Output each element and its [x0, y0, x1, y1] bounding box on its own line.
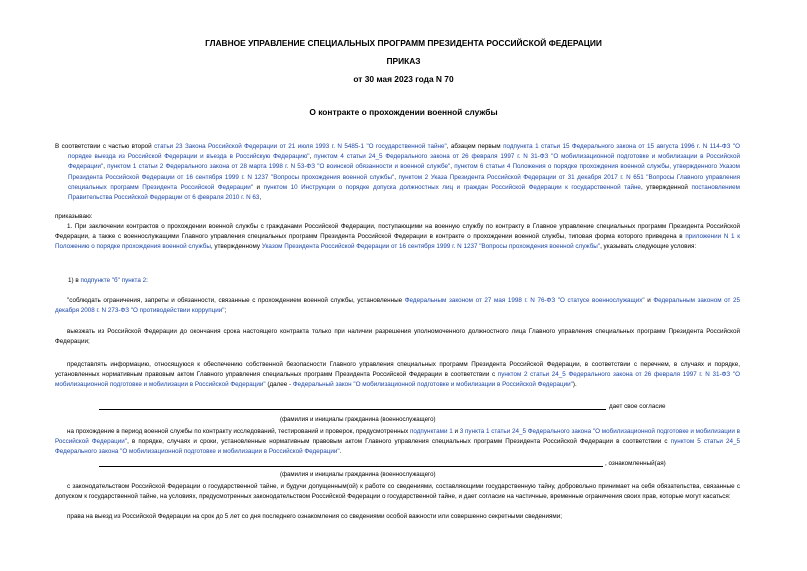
- paragraph-text: ,: [103, 163, 108, 171]
- order-verb: приказываю:: [55, 213, 93, 220]
- travel-restriction-paragraph: [55, 512, 740, 522]
- paragraph-text: на прохождение в период военной службы по контракту исследований, тестирований и проверок, предусмотренных: [67, 428, 410, 435]
- paragraph-text: , утвержденной: [640, 183, 692, 191]
- legal-reference-link[interactable]: подпунктами 1: [409, 428, 453, 435]
- legal-reference-link[interactable]: пунктом 5 статьи 24_5 Федерального закона "О мобилизационной подготовке и мобилизации в Российской Федерации": [55, 438, 740, 456]
- legal-reference-link[interactable]: пунктом 2 статьи 24_5 Федерального закона от 26 февраля 1997 г. N 31-ФЗ "О мобилизационной подготовке и мобилизации в Российской Федерации": [55, 371, 740, 389]
- paragraph-text: ,: [394, 173, 399, 181]
- legal-reference-link[interactable]: приложении N 1 к Положению о порядке прохождения военной службы: [55, 233, 741, 251]
- paragraph-text: (далее -: [265, 381, 293, 389]
- legal-reference-link[interactable]: пунктом 10 Инструкции о порядке допуска должностных лиц и граждан Российской Федерации к государственной тайне: [263, 183, 641, 191]
- paragraph-text: и: [252, 183, 264, 191]
- paragraph-text: ).: [572, 381, 577, 389]
- paragraph-text: , в порядке, случаях и сроки, установленные нормативным правовым актом Главного управления специальных программ Президента Российской Федерации в соответствии с: [127, 438, 671, 446]
- subitem-1: [68, 276, 740, 286]
- organization-name: ГЛАВНОЕ УПРАВЛЕНИЕ СПЕЦИАЛЬНЫХ ПРОГРАММ ПРЕЗИДЕНТА РОССИЙСКОЙ ФЕДЕРАЦИИ: [205, 38, 602, 48]
- paragraph-text: представлять информацию, относящуюся к обеспечению собственной безопасности Главного управления специальных программ Президента Российской Федерации, в соответствии с перечнем, в случаях и порядке, установленных нормативным правовым актом Главного управления специальных программ Президента Российской Федерации в соответствии с: [55, 361, 740, 379]
- acquainted-text-2: , ознакомленный(ая): [605, 460, 666, 467]
- legal-reference-link[interactable]: пунктом 1 статьи 2 Федерального закона от 28 марта 1998 г. N 53-ФЗ "О воинской обязанности и военной службе": [107, 163, 451, 171]
- legal-reference-link[interactable]: подпункта 1 статьи 15 Федерального закона от 15 августа 1996 г. N 114-ФЗ "О порядке выезда из Российской Федерации и въезда в Российскую Федерацию": [68, 143, 740, 161]
- legal-reference-link[interactable]: постановлением Правительства Российской Федерации от 6 февраля 2010 г. N 63: [68, 183, 740, 202]
- quote-obligations-paragraph: [55, 296, 740, 316]
- document-date-number: от 30 мая 2023 года N 70: [353, 74, 454, 84]
- item-1-paragraph: [55, 222, 740, 253]
- paragraph-text: ,: [259, 194, 262, 202]
- signature-caption-1: (фамилия и инициалы гражданина (военнослужащего): [280, 416, 436, 423]
- paragraph-text: 1. При заключении контрактов о прохождении военной службы с гражданами Российской Федерации, поступающими на военную службу по контракту в Главное управление специальных программ Президента Российской Федерации, а также с военнослужащими Главного управления специальных программ Президента Российской Федерации в контракте о прохождении военной службы, типовая форма которого приведена в: [55, 223, 740, 241]
- state-secret-obligations-paragraph: [55, 482, 740, 502]
- paragraph-text: выезжать из Российской Федерации до окончания срока настоящего контракта только при наличии разрешения уполномоченного должностного лица Главного управления специальных программ Президента Российской Федерации;: [55, 328, 740, 346]
- legal-reference-link[interactable]: подпункте "б" пункта 2: [80, 277, 147, 284]
- paragraph-text: с законодательством Российской Федерации о государственной тайне, и будучи допущенным(ой) к работе со сведениями, составляющими государственную тайну, добровольно принимает на себя обязательства, связанные с допуском к государственной тайне, на условиях, предусмотренных законодательством Российской Федерации о государственной тайне, и дает согласие на частичные, временные ограничения своих прав, которые могут касаться:: [55, 483, 740, 501]
- preamble-paragraph: [55, 142, 741, 203]
- signature-line-1: [99, 409, 606, 410]
- paragraph-text: 1) в: [68, 277, 81, 284]
- signature-caption-2: (фамилия и инициалы гражданина (военнослужащего): [280, 471, 436, 478]
- legal-reference-link[interactable]: Указом Президента Российской Федерации от 16 сентября 1999 г. N 1237 "Вопросы прохождения военной службы": [261, 243, 601, 251]
- testing-consent-paragraph: [55, 427, 740, 458]
- document-type: ПРИКАЗ: [386, 56, 421, 66]
- paragraph-text: ,: [309, 153, 315, 161]
- paragraph-text: "соблюдать ограничения, запреты и обязанности, связанные с прохождением военной службы, установленные: [67, 297, 405, 304]
- document-title: О контракте о прохождении военной службы: [309, 107, 498, 117]
- paragraph-text: В соответствии с частью второй: [55, 143, 155, 150]
- paragraph-text: ,: [450, 163, 455, 171]
- paragraph-text: , утвержденному: [210, 243, 262, 251]
- paragraph-text: ;: [224, 307, 227, 315]
- legal-reference-link[interactable]: статьи 23 Закона Российской Федерации от 21 июля 1993 г. N 5485-1 "О государственной тайне": [154, 143, 447, 150]
- legal-reference-link[interactable]: Федеральным законом от 25 декабря 2008 г. N 273-ФЗ "О противодействии коррупции": [55, 297, 740, 315]
- signature-line-2: [99, 466, 603, 467]
- consent-text-1: дает свое согласие: [609, 403, 666, 410]
- legal-reference-link[interactable]: пунктом 2 Указа Президента Российской Федерации от 31 декабря 2017 г. N 651 "Вопросы Главного управления специальных программ Президента Российской Федерации": [68, 173, 741, 191]
- legal-reference-link[interactable]: Федеральным законом от 27 мая 1998 г. N 76-ФЗ "О статусе военнослужащих": [404, 297, 645, 304]
- paragraph-text: .: [339, 448, 342, 456]
- paragraph-text: :: [146, 277, 148, 284]
- paragraph-text: и: [644, 297, 654, 304]
- security-info-paragraph: [55, 360, 740, 391]
- legal-reference-link[interactable]: пунктом 4 статьи 24_5 Федерального закона от 26 февраля 1997 г. N 31-ФЗ "О мобилизационной подготовке и мобилизации в Российской Федерации": [68, 153, 740, 171]
- legal-reference-link[interactable]: Федеральный закон "О мобилизационной подготовке и мобилизации в Российской Федерации": [292, 381, 573, 389]
- paragraph-text: и: [452, 428, 460, 435]
- paragraph-text: , указывать следующие условия:: [600, 243, 697, 251]
- legal-reference-link[interactable]: 3 пункта 1 статьи 24_5 Федерального закона "О мобилизационной подготовке и мобилизации в Российской Федерации": [55, 428, 740, 446]
- paragraph-text: , абзацем первым: [446, 143, 504, 150]
- legal-reference-link[interactable]: пунктом 6 статьи 4 Положения о порядке прохождения военной службы, утвержденного Указом Президента Российской Федерации от 16 сентября 1999 г. N 1237 "Вопросы прохождения военной службы": [68, 163, 740, 181]
- paragraph-text: права на выезд из Российской Федерации на срок до 5 лет со дня последнего ознакомления со сведениями особой важности или совершенно секретными сведениями;: [67, 513, 563, 520]
- exit-restriction-paragraph: [55, 327, 740, 347]
